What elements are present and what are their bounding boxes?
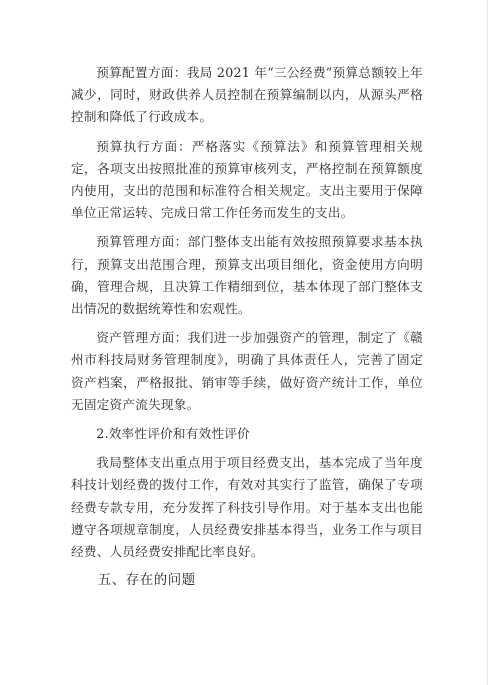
paragraph-efficiency: 我局整体支出重点用于项目经费支出，基本完成了当年度科技计划经费的拨付工作，有效对其实行了监管，确保了专项经费专款专用，充分发挥了科技引导作用。对于基本支出也能遵守各项规章制度，人员经费安排基本得当，业务工作与项目经费、人员经费安排配比率良好。: [71, 455, 423, 560]
paragraph-budget-execution: 预算执行方面：严格落实《预算法》和预算管理相关规定，各项支出按照批准的预算审核列支，严格控制在预算额度内使用，支出的范围和标准符合相关规定。支出主要用于保障单位正常运转、完成日常工作任务而发生的支出。: [71, 138, 423, 221]
document-body: [71, 62, 423, 592]
section-heading-existing-problems: 五、存在的问题: [97, 573, 196, 589]
paragraph-budget-management: 预算管理方面：部门整体支出能有效按照预算要求基本执行，预算支出范围合理，预算支出项目细化，资金使用方向明确，管理合规，且决算工作精细到位，基本体现了部门整体支出情况的数据统筹性和宏观性。: [71, 234, 423, 317]
paragraph-asset-management: 资产管理方面：我们进一步加强资产的管理，制定了《赣州市科技局财务管理制度》，明确了具体责任人，完善了固定资产档案，严格报批、销审等手续，做好资产统计工作，单位无固定资产流失现象。: [71, 330, 423, 412]
paragraph-budget-allocation: 预算配置方面：我局 2021 年“三公经费”预算总额较上年减少，同时，财政供养人员控制在预算编制以内，从源头严格控制和降低了行政成本。: [71, 65, 423, 125]
subheading-efficiency-evaluation: 2.效率性评价和有效性评价: [96, 426, 250, 442]
